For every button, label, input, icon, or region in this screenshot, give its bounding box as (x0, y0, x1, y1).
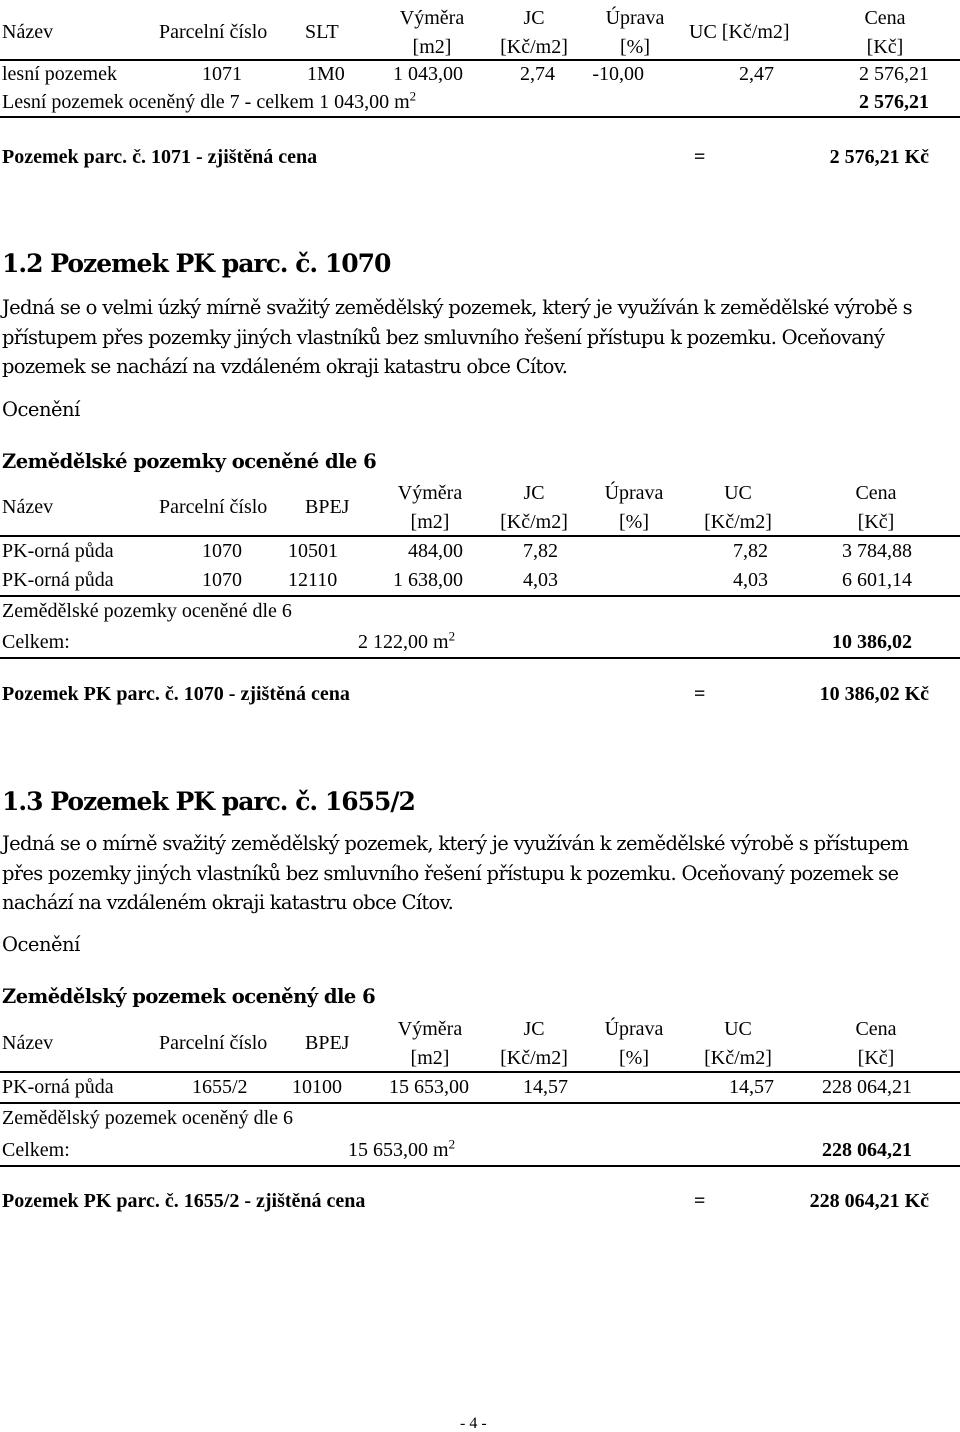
col-header-nazev: Název (2, 496, 54, 518)
col-header-uprava: Úprava (605, 7, 665, 29)
cell-cena: 2 576,21 (859, 63, 929, 85)
col-header-cena-unit: [Kč] (857, 511, 895, 533)
cell-cena: 6 601,14 (842, 569, 912, 591)
result-equals: = (694, 683, 706, 705)
cell-vymera: 1 638,00 (393, 569, 463, 591)
rows-rule (0, 595, 960, 597)
celkem-label: Celkem: (2, 631, 70, 653)
col-header-uprava-unit: [%] (620, 36, 650, 58)
cell-slt: 1M0 (307, 63, 345, 85)
col-header-parcelni-cislo: Parcelní číslo (159, 1032, 268, 1054)
col-header-uc: UC [Kč/m2] (689, 21, 790, 43)
cell-parcelni-cislo: 1070 (202, 540, 242, 562)
col-header-cena: Cena (855, 482, 897, 504)
result-label: Pozemek PK parc. č. 1070 - zjištěná cena (2, 683, 350, 705)
section-1-2-paragraph (2, 293, 958, 382)
cell-uc: 7,82 (733, 540, 768, 562)
superscript: 2 (448, 628, 456, 644)
col-header-vymera-unit: [m2] (410, 511, 450, 533)
col-header-parcelni-cislo: Parcelní číslo (159, 21, 268, 43)
cell-uc: 14,57 (729, 1076, 774, 1098)
header-rule (0, 535, 960, 537)
cell-vymera: 15 653,00 (389, 1076, 469, 1098)
cell-bpej: 10100 (292, 1076, 342, 1098)
col-header-cena-unit: [Kč] (857, 1047, 895, 1069)
col-header-nazev: Název (2, 21, 54, 43)
col-header-vymera-unit: [m2] (412, 36, 452, 58)
subheading: Zemědělský pozemek oceněný dle 6 (2, 985, 376, 1008)
celkem-rule (0, 657, 960, 659)
celkem-value: 228 064,21 (822, 1139, 912, 1161)
result-equals: = (694, 1190, 706, 1212)
result-value: 10 386,02 Kč (819, 683, 929, 705)
page-number: - 4 - (460, 1415, 487, 1432)
celkem-value: 10 386,02 (832, 631, 912, 653)
result-value: 2 576,21 Kč (829, 146, 929, 168)
col-header-vymera: Výměra (397, 482, 463, 504)
paragraph-line: nachází na vzdáleném okraji katastru obce Cítov. (2, 891, 454, 914)
col-header-cena: Cena (855, 1018, 897, 1040)
col-header-uprava: Úprava (604, 482, 664, 504)
paragraph-line: přes pozemky jiných vlastníků bez smluvního řešení přístupu k pozemku. Oceňovaný pozemek se (2, 861, 899, 885)
section-heading-1-3: 1.3 Pozemek PK parc. č. 1655/2 (2, 787, 415, 816)
paragraph-line: Jedná se o mírně svažitý zemědělský pozemek, který je využíván k zemědělské výrobě s přístupem (2, 832, 909, 855)
col-header-jc-unit: [Kč/m2] (500, 511, 568, 533)
cell-nazev: PK-orná půda (2, 540, 114, 562)
col-header-vymera: Výměra (397, 1018, 463, 1040)
col-header-bpej: BPEJ (305, 1032, 350, 1054)
cell-nazev: PK-orná půda (2, 1076, 114, 1098)
col-header-uc: UC (724, 1018, 752, 1040)
col-header-jc-unit: [Kč/m2] (500, 1047, 568, 1069)
col-header-vymera-unit: [m2] (410, 1047, 450, 1069)
cell-jc: 14,57 (523, 1076, 568, 1098)
section-heading-1-2: 1.2 Pozemek PK parc. č. 1070 (2, 249, 391, 278)
col-header-bpej: BPEJ (305, 496, 350, 518)
sum-label: Zemědělský pozemek oceněný dle 6 (2, 1107, 293, 1129)
subheading: Zemědělské pozemky oceněné dle 6 (2, 450, 377, 473)
col-header-uc: UC (724, 482, 752, 504)
col-header-jc: JC (523, 482, 545, 504)
cell-cena: 228 064,21 (822, 1076, 912, 1098)
result-label: Pozemek parc. č. 1071 - zjištěná cena (2, 146, 318, 168)
cell-nazev: PK-orná půda (2, 569, 114, 591)
superscript: 2 (448, 1136, 456, 1152)
paragraph-line: pozemek se nachází na vzdáleném okraji katastru obce Cítov. (2, 355, 568, 378)
cell-jc: 2,74 (520, 63, 555, 85)
col-header-uc-unit: [Kč/m2] (704, 511, 772, 533)
total-rule (0, 116, 960, 118)
result-equals: = (694, 146, 706, 168)
paragraph-line: přístupem přes pozemky jiných vlastníků bez smluvního řešení přístupu k pozemku. Oceňovaný (2, 325, 885, 349)
col-header-parcelni-cislo: Parcelní číslo (159, 496, 268, 518)
col-header-vymera: Výměra (399, 7, 465, 29)
col-header-jc-unit: [Kč/m2] (500, 36, 568, 58)
celkem-rule (0, 1165, 960, 1167)
col-header-uprava-unit: [%] (619, 511, 649, 533)
section-1-3-paragraph (2, 829, 958, 918)
rows-rule (0, 1102, 960, 1104)
col-header-jc: JC (523, 7, 545, 29)
col-header-cena: Cena (864, 7, 906, 29)
result-value: 228 064,21 Kč (809, 1190, 929, 1212)
header-rule (0, 1071, 960, 1073)
cell-parcelni-cislo: 1070 (202, 569, 242, 591)
col-header-cena-unit: [Kč] (866, 36, 904, 58)
superscript: 2 (409, 88, 417, 104)
celkem-label: Celkem: (2, 1139, 70, 1161)
cell-parcelni-cislo: 1655/2 (192, 1076, 248, 1098)
col-header-nazev: Název (2, 1032, 54, 1054)
cell-nazev: lesní pozemek (2, 63, 117, 85)
sum-label: Zemědělské pozemky oceněné dle 6 (2, 600, 292, 622)
header-rule (0, 59, 960, 61)
paragraph-line: Jedná se o velmi úzký mírně svažitý zemědělský pozemek, který je využíván k zemědělské výrobě s (2, 296, 912, 319)
cell-uc: 2,47 (739, 63, 774, 85)
cell-cena: 3 784,88 (842, 540, 912, 562)
cell-uc: 4,03 (733, 569, 768, 591)
cell-jc: 7,82 (523, 540, 558, 562)
cell-uprava: -10,00 (592, 63, 644, 85)
col-header-uprava-unit: [%] (619, 1047, 649, 1069)
result-label: Pozemek PK parc. č. 1655/2 - zjištěná cena (2, 1190, 366, 1212)
col-header-jc: JC (523, 1018, 545, 1040)
col-header-uprava: Úprava (604, 1018, 664, 1040)
cell-vymera: 484,00 (408, 540, 463, 562)
oceneni-label: Ocenění (2, 933, 80, 956)
oceneni-label: Ocenění (2, 398, 80, 421)
cell-vymera: 1 043,00 (393, 63, 463, 85)
total-value: 2 576,21 (859, 91, 929, 113)
col-header-slt: SLT (305, 21, 339, 43)
total-label: Lesní pozemek oceněný dle 7 - celkem 1 043,00 $m^2$ (2, 88, 417, 113)
cell-parcelni-cislo: 1071 (202, 63, 242, 85)
celkem-area: 2 122,00 $m^2$ (358, 628, 456, 653)
cell-jc: 4,03 (523, 569, 558, 591)
cell-bpej: 10501 (288, 540, 338, 562)
cell-bpej: 12110 (288, 569, 338, 591)
col-header-uc-unit: [Kč/m2] (704, 1047, 772, 1069)
celkem-area: 15 653,00 $m^2$ (348, 1136, 456, 1161)
